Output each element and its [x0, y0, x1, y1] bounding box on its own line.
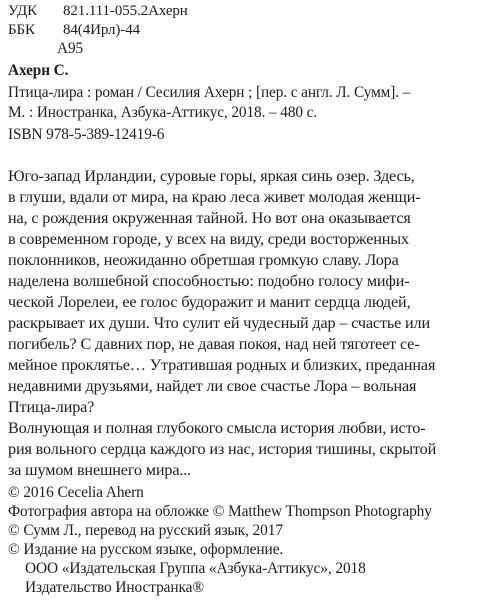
- author-heading: Ахерн С.: [8, 62, 69, 79]
- annotation-line: недавними друзьями, найдет ли свое счастье Лора – вольная: [8, 377, 417, 395]
- isbn: ISBN 978-5-389-12419-6: [8, 126, 165, 143]
- bbk-row: [8, 21, 141, 39]
- annotation-line: на, с рождения окруженная тайной. Но вот она оказывается: [8, 209, 411, 227]
- imprint-line: М. : Иностранка, Азбука-Аттикус, 2018. – 480 с.: [8, 104, 318, 121]
- copyright-line: Издательство Иностранка®: [25, 579, 205, 596]
- udk-row: [8, 2, 188, 20]
- annotation-line: в глуши, вдали от мира, на краю леса живет молодая женщи-: [8, 188, 421, 206]
- annotation-line: Волнующая и полная глубокого смысла история любви, исто-: [8, 419, 426, 437]
- annotation-line: Юго-запад Ирландии, суровые горы, яркая синь озер. Здесь,: [8, 167, 415, 185]
- bbk-value: 84(4Ирл)-44: [63, 22, 141, 38]
- annotation-line: ческой Лорелеи, ее голос будоражит и манит сердца людей,: [8, 293, 411, 311]
- udk-label: УДК: [8, 3, 38, 19]
- copyright-line: © Издание на русском языке, оформление.: [8, 541, 284, 558]
- annotation-line: наделена волшебной способностью: подобно голосу мифи-: [8, 272, 410, 290]
- author-mark: А95: [57, 40, 84, 57]
- annotation-line: мейное проклятье… Утратившая родных и близких, преданная: [8, 356, 436, 374]
- annotation-line: раскрывает их души. Что сулит ей чудесный дар – счастье или: [8, 314, 430, 332]
- annotation-line: Птица-лира?: [8, 398, 95, 416]
- title-line: Птица-лира : роман / Сесилия Ахерн ; [пер. с англ. Л. Сумм]. –: [8, 84, 411, 101]
- annotation-line: за шумом внешнего мира...: [8, 461, 192, 479]
- copyright-line: © Сумм Л., перевод на русский язык, 2017: [8, 522, 283, 539]
- annotation-line: в современном городе, у всех на виду, среди восторженных: [8, 230, 409, 248]
- bbk-label: ББК: [8, 22, 35, 38]
- annotation-line: рия вольного сердца каждого из нас, история тишины, скрытой: [8, 440, 437, 458]
- udk-value: 821.111-055.2Ахерн: [63, 3, 188, 19]
- copyright-line: Фотография автора на обложке © Matthew Thompson Photography: [8, 503, 432, 520]
- copyright-line: ООО «Издательская Группа «Азбука-Аттикус», 2018: [25, 560, 366, 577]
- copyright-line: © 2016 Cecelia Ahern: [8, 484, 144, 501]
- annotation-line: поклонников, неожиданно обретшая громкую славу. Лора: [8, 251, 399, 269]
- annotation-line: погибель? С давних пор, не давая покоя, над ней тяготеет се-: [8, 335, 420, 353]
